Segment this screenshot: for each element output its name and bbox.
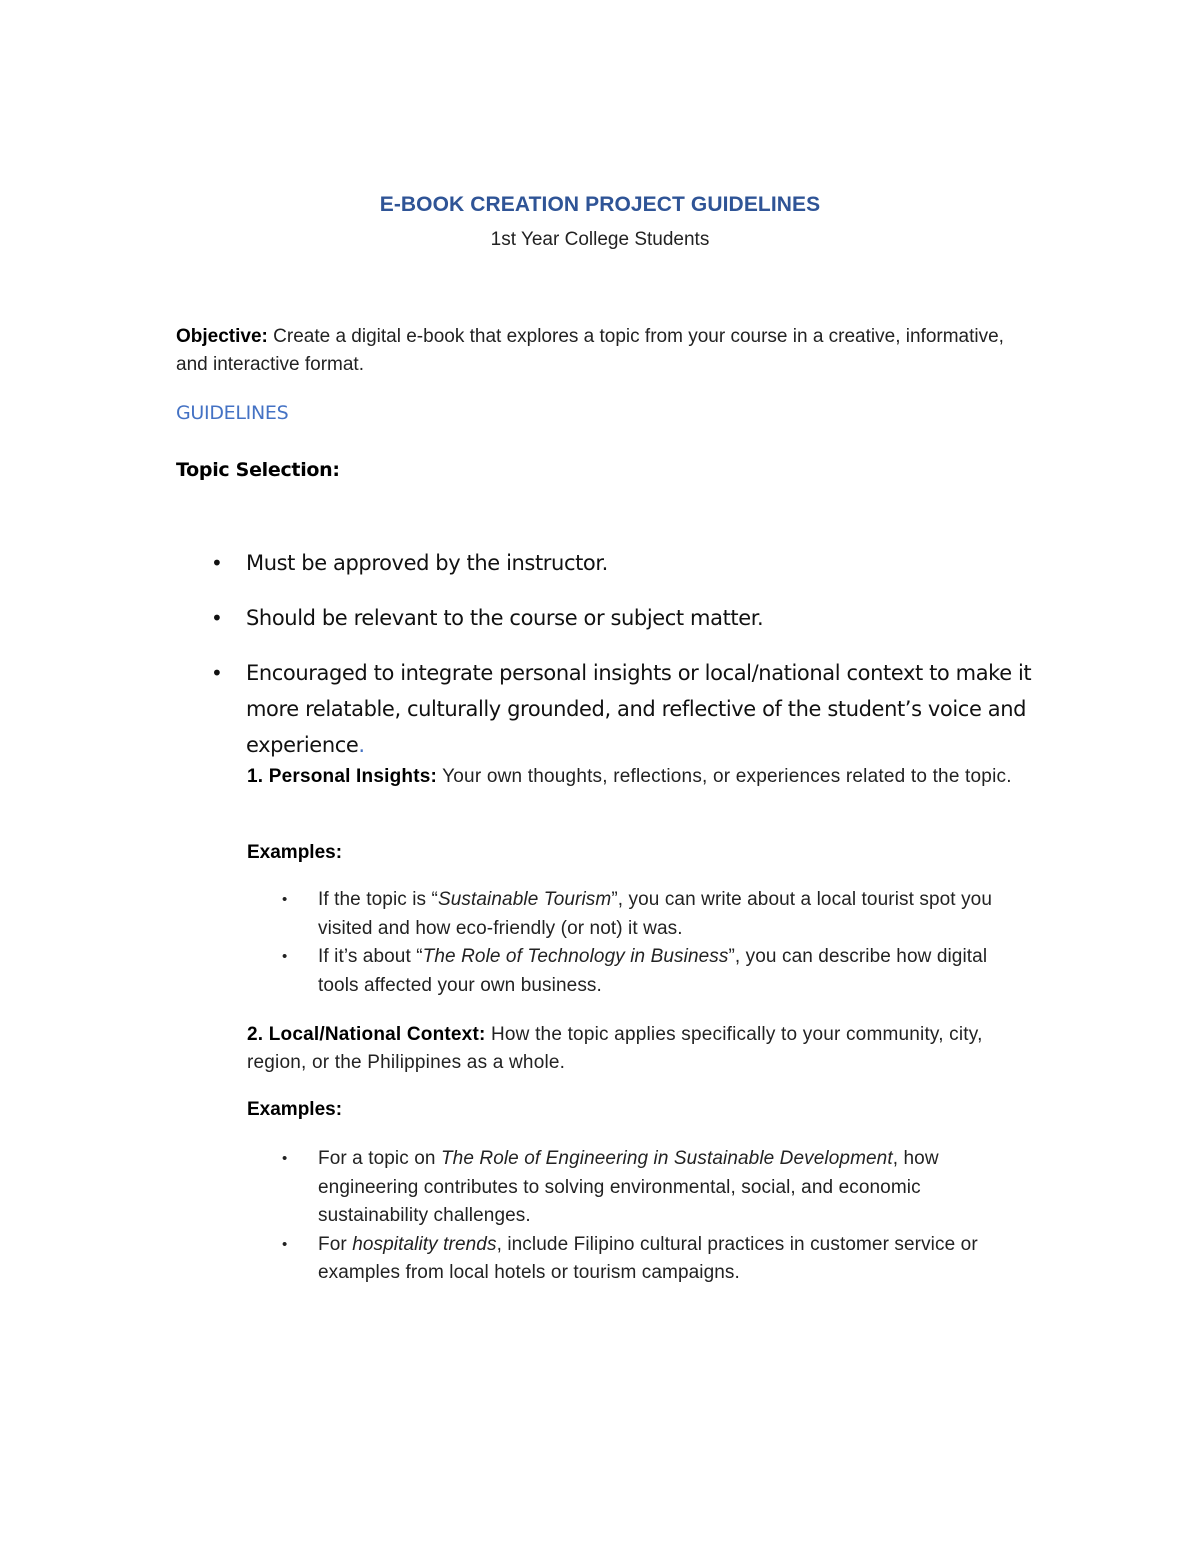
example-text: If it’s about “ (318, 946, 423, 967)
list-item (282, 1145, 1033, 1231)
objective-text: Create a digital e-book that explores a topic from your course in a creative, informative, and interactive format. (176, 326, 1004, 375)
guidelines-heading: GUIDELINES (176, 402, 289, 424)
list-item-text: Should be relevant to the course or subject matter. (246, 606, 764, 630)
personal-insights-examples-label: Examples: (247, 842, 343, 863)
list-item (211, 600, 1036, 636)
local-context-paragraph (247, 1021, 1037, 1077)
example-text: , include Filipino cultural practices in customer service or examples from local hotels or tourism campaigns. (318, 1233, 978, 1283)
local-context-examples-list (282, 1145, 1033, 1288)
local-context-examples-label: Examples: (247, 1099, 343, 1120)
document-title: E-BOOK CREATION PROJECT GUIDELINES (379, 193, 821, 216)
example-text: , how engineering contributes to solving environmental, social, and economic sustainability challenges. (318, 1148, 939, 1226)
local-context-text: How the topic applies specifically to your community, city, region, or the Philippines as a whole. (247, 1024, 983, 1073)
example-italic: Sustainable Tourism (437, 889, 612, 910)
example-text: If the topic is “ (318, 889, 438, 910)
example-italic: The Role of Technology in Business (422, 946, 729, 967)
personal-insights-text: Your own thoughts, reflections, or experiences related to the topic. (437, 766, 1012, 787)
bullet-icon: • (282, 1150, 288, 1167)
objective-paragraph (176, 323, 1026, 379)
bullet-icon: • (282, 948, 288, 965)
bullet-icon: • (211, 551, 223, 575)
list-item (282, 886, 1033, 943)
objective-label: Objective: (176, 326, 268, 347)
personal-insights-paragraph (247, 763, 1037, 791)
list-item-text: Encouraged to integrate personal insights or local/national context to make it more relatable, culturally grounded, and reflective of the student’s voice and experience (246, 661, 1032, 757)
bullet-icon: • (211, 661, 223, 685)
example-text: ”, you can write about a local tourist spot you visited and how eco-friendly (or not) it was. (318, 889, 993, 939)
example-italic: hospitality trends (352, 1233, 497, 1255)
document-subtitle: 1st Year College Students (490, 229, 710, 250)
list-item-end-mark: . (358, 733, 365, 757)
bullet-icon: • (282, 1235, 288, 1253)
list-item-text: Must be approved by the instructor. (246, 551, 608, 575)
topic-selection-heading: Topic Selection: (176, 459, 340, 481)
personal-insights-examples-list (282, 886, 1033, 1000)
bullet-icon: • (211, 606, 223, 630)
list-item (211, 655, 1036, 763)
example-italic: The Role of Engineering in Sustainable Development (440, 1148, 893, 1169)
local-context-label: 2. Local/National Context: (247, 1024, 486, 1045)
example-text: For a topic on (318, 1148, 441, 1169)
bullet-icon: • (282, 891, 288, 908)
list-item (211, 545, 1036, 581)
topic-selection-list (211, 545, 1036, 782)
example-text: For (318, 1233, 353, 1255)
personal-insights-label: 1. Personal Insights: (247, 766, 438, 787)
example-text: ”, you can describe how digital tools affected your own business. (318, 946, 988, 996)
list-item (282, 943, 1033, 1000)
list-item (282, 1231, 1033, 1288)
